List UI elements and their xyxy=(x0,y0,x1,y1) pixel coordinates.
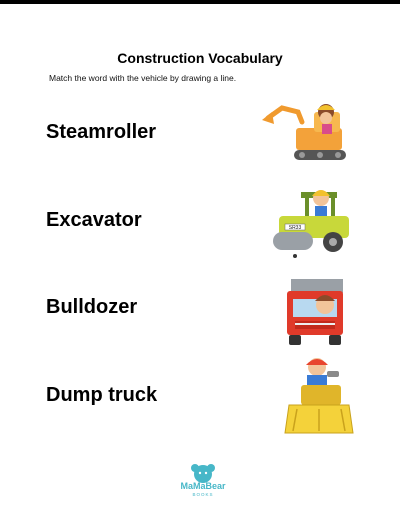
brand-name: MaMaBear xyxy=(180,481,226,491)
word-1: Steamroller xyxy=(46,121,157,143)
word-2: Excavator xyxy=(46,209,142,231)
word-3: Bulldozer xyxy=(46,296,138,318)
word-4: Dump truck xyxy=(46,384,158,406)
svg-text:SR33: SR33 xyxy=(288,225,302,231)
dump-truck-illustration xyxy=(283,277,355,347)
worksheet-instruction: Match the word with the vehicle by drawing a line. xyxy=(49,73,237,83)
bulldozer-illustration xyxy=(283,355,355,437)
excavator-illustration xyxy=(258,98,354,168)
brand-sub: BOOKS xyxy=(192,492,214,497)
page-top-border xyxy=(0,0,400,4)
steamroller-illustration xyxy=(271,180,355,260)
worksheet-title: Construction Vocabulary xyxy=(117,50,283,66)
